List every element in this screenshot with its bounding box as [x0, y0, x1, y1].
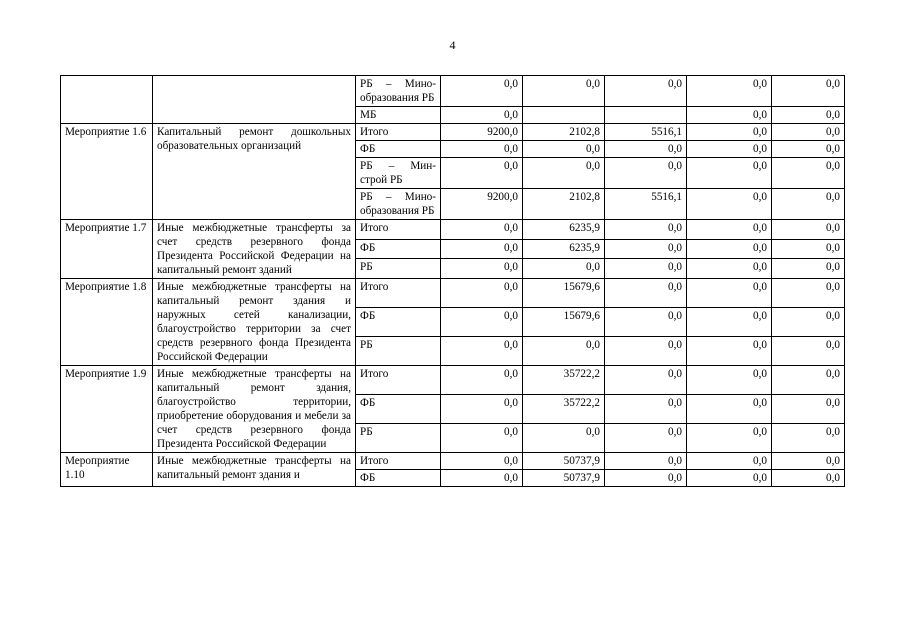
table-row: [61, 124, 845, 141]
amount-cell: 35722,2: [523, 395, 605, 424]
page-number: 4: [449, 38, 456, 52]
funding-source-cell: РБ: [356, 259, 441, 279]
amount-cell: 0,0: [441, 158, 523, 189]
amount-cell: 0,0: [523, 424, 605, 453]
description-cell: Иные межбюджетные трансферты на капитальный ремонт здания и наружных сетей канализации, благоустройство территории за счет средств резервного фонда Президента Российской Федерации: [153, 279, 356, 366]
amount-cell: 0,0: [687, 424, 772, 453]
table-row: [61, 453, 845, 470]
amount-cell: 0,0: [605, 158, 687, 189]
amount-cell: 0,0: [605, 453, 687, 470]
amount-cell: 0,0: [772, 124, 845, 141]
funding-source-cell: ФБ: [356, 239, 441, 259]
amount-cell: 0,0: [605, 366, 687, 395]
funding-source-cell: РБ – Мин-строй РБ: [356, 158, 441, 189]
description-cell: Капитальный ремонт дошкольных образовательных организаций: [153, 124, 356, 220]
amount-cell: 0,0: [523, 141, 605, 158]
amount-cell: 0,0: [687, 76, 772, 107]
event-cell: Мероприятие 1.7: [61, 220, 153, 279]
amount-cell: 0,0: [772, 279, 845, 308]
amount-cell: 0,0: [772, 395, 845, 424]
amount-cell: 6235,9: [523, 220, 605, 240]
amount-cell: 0,0: [772, 189, 845, 220]
amount-cell: 0,0: [441, 424, 523, 453]
amount-cell: 0,0: [441, 308, 523, 337]
amount-cell: 9200,0: [441, 189, 523, 220]
funding-source-cell: ФБ: [356, 395, 441, 424]
amount-cell: 0,0: [441, 453, 523, 470]
amount-cell: 0,0: [441, 470, 523, 487]
amount-cell: 0,0: [772, 158, 845, 189]
amount-cell: 0,0: [687, 124, 772, 141]
amount-cell: [605, 107, 687, 124]
amount-cell: 0,0: [772, 453, 845, 470]
amount-cell: 0,0: [687, 189, 772, 220]
amount-cell: 0,0: [772, 366, 845, 395]
funding-source-cell: Итого: [356, 453, 441, 470]
amount-cell: 2102,8: [523, 189, 605, 220]
amount-cell: 0,0: [772, 259, 845, 279]
amount-cell: 0,0: [687, 337, 772, 366]
amount-cell: 0,0: [605, 141, 687, 158]
amount-cell: 0,0: [687, 470, 772, 487]
amount-cell: 0,0: [605, 220, 687, 240]
amount-cell: 0,0: [687, 107, 772, 124]
amount-cell: 0,0: [441, 366, 523, 395]
amount-cell: [523, 107, 605, 124]
amount-cell: 0,0: [687, 239, 772, 259]
table-row: [61, 220, 845, 240]
amount-cell: 0,0: [687, 220, 772, 240]
amount-cell: 0,0: [441, 279, 523, 308]
amount-cell: 0,0: [772, 337, 845, 366]
description-cell: [153, 76, 356, 124]
amount-cell: 0,0: [441, 337, 523, 366]
amount-cell: 0,0: [772, 107, 845, 124]
event-cell: Мероприятие 1.10: [61, 453, 153, 487]
amount-cell: 0,0: [605, 424, 687, 453]
amount-cell: 0,0: [687, 308, 772, 337]
event-cell: Мероприятие 1.9: [61, 366, 153, 453]
amount-cell: 0,0: [523, 158, 605, 189]
amount-cell: 5516,1: [605, 189, 687, 220]
event-cell: Мероприятие 1.8: [61, 279, 153, 366]
amount-cell: 15679,6: [523, 308, 605, 337]
amount-cell: 0,0: [772, 239, 845, 259]
amount-cell: 0,0: [687, 141, 772, 158]
funding-source-cell: Итого: [356, 124, 441, 141]
funding-source-cell: РБ – Мино-образования РБ: [356, 76, 441, 107]
funding-source-cell: Итого: [356, 279, 441, 308]
amount-cell: 6235,9: [523, 239, 605, 259]
amount-cell: 0,0: [605, 239, 687, 259]
amount-cell: 0,0: [772, 220, 845, 240]
amount-cell: 0,0: [772, 76, 845, 107]
amount-cell: 0,0: [605, 470, 687, 487]
funding-source-cell: ФБ: [356, 308, 441, 337]
funding-source-cell: ФБ: [356, 141, 441, 158]
amount-cell: 0,0: [605, 395, 687, 424]
amount-cell: 0,0: [523, 337, 605, 366]
event-cell: [61, 76, 153, 124]
amount-cell: 0,0: [687, 279, 772, 308]
amount-cell: 0,0: [441, 395, 523, 424]
funding-source-cell: ФБ: [356, 470, 441, 487]
table-row: [61, 279, 845, 308]
event-cell: Мероприятие 1.6: [61, 124, 153, 220]
amount-cell: 0,0: [687, 259, 772, 279]
budget-table-body: [61, 76, 845, 487]
amount-cell: 0,0: [687, 453, 772, 470]
amount-cell: 0,0: [605, 337, 687, 366]
amount-cell: 0,0: [687, 395, 772, 424]
table-row: [61, 366, 845, 395]
table-row: [61, 76, 845, 107]
funding-source-cell: РБ: [356, 337, 441, 366]
funding-source-cell: РБ – Мино-образования РБ: [356, 189, 441, 220]
amount-cell: 0,0: [772, 141, 845, 158]
amount-cell: 0,0: [441, 239, 523, 259]
amount-cell: 0,0: [441, 220, 523, 240]
funding-source-cell: Итого: [356, 366, 441, 395]
amount-cell: 0,0: [687, 158, 772, 189]
amount-cell: 0,0: [441, 107, 523, 124]
amount-cell: 0,0: [687, 366, 772, 395]
description-cell: Иные межбюджетные трансферты на капитальный ремонт здания, благоустройство территории, приобретение оборудования и мебели за счет средств резервного фонда Президента Российской Федерации: [153, 366, 356, 453]
amount-cell: 0,0: [441, 141, 523, 158]
amount-cell: 0,0: [605, 279, 687, 308]
amount-cell: 0,0: [523, 76, 605, 107]
amount-cell: 0,0: [441, 259, 523, 279]
amount-cell: 35722,2: [523, 366, 605, 395]
amount-cell: 0,0: [605, 259, 687, 279]
budget-table: [60, 75, 845, 487]
amount-cell: 0,0: [772, 308, 845, 337]
amount-cell: 9200,0: [441, 124, 523, 141]
description-cell: Иные межбюджетные трансферты на капитальный ремонт здания и: [153, 453, 356, 487]
amount-cell: 0,0: [605, 308, 687, 337]
amount-cell: 2102,8: [523, 124, 605, 141]
amount-cell: 0,0: [441, 76, 523, 107]
description-cell: Иные межбюджетные трансферты за счет средств резервного фонда Президента Российской Федерации на капитальный ремонт зданий: [153, 220, 356, 279]
amount-cell: 0,0: [772, 424, 845, 453]
amount-cell: 50737,9: [523, 470, 605, 487]
amount-cell: 15679,6: [523, 279, 605, 308]
amount-cell: 0,0: [605, 76, 687, 107]
amount-cell: 0,0: [523, 259, 605, 279]
funding-source-cell: МБ: [356, 107, 441, 124]
amount-cell: 0,0: [772, 470, 845, 487]
funding-source-cell: Итого: [356, 220, 441, 240]
funding-source-cell: РБ: [356, 424, 441, 453]
amount-cell: 50737,9: [523, 453, 605, 470]
amount-cell: 5516,1: [605, 124, 687, 141]
